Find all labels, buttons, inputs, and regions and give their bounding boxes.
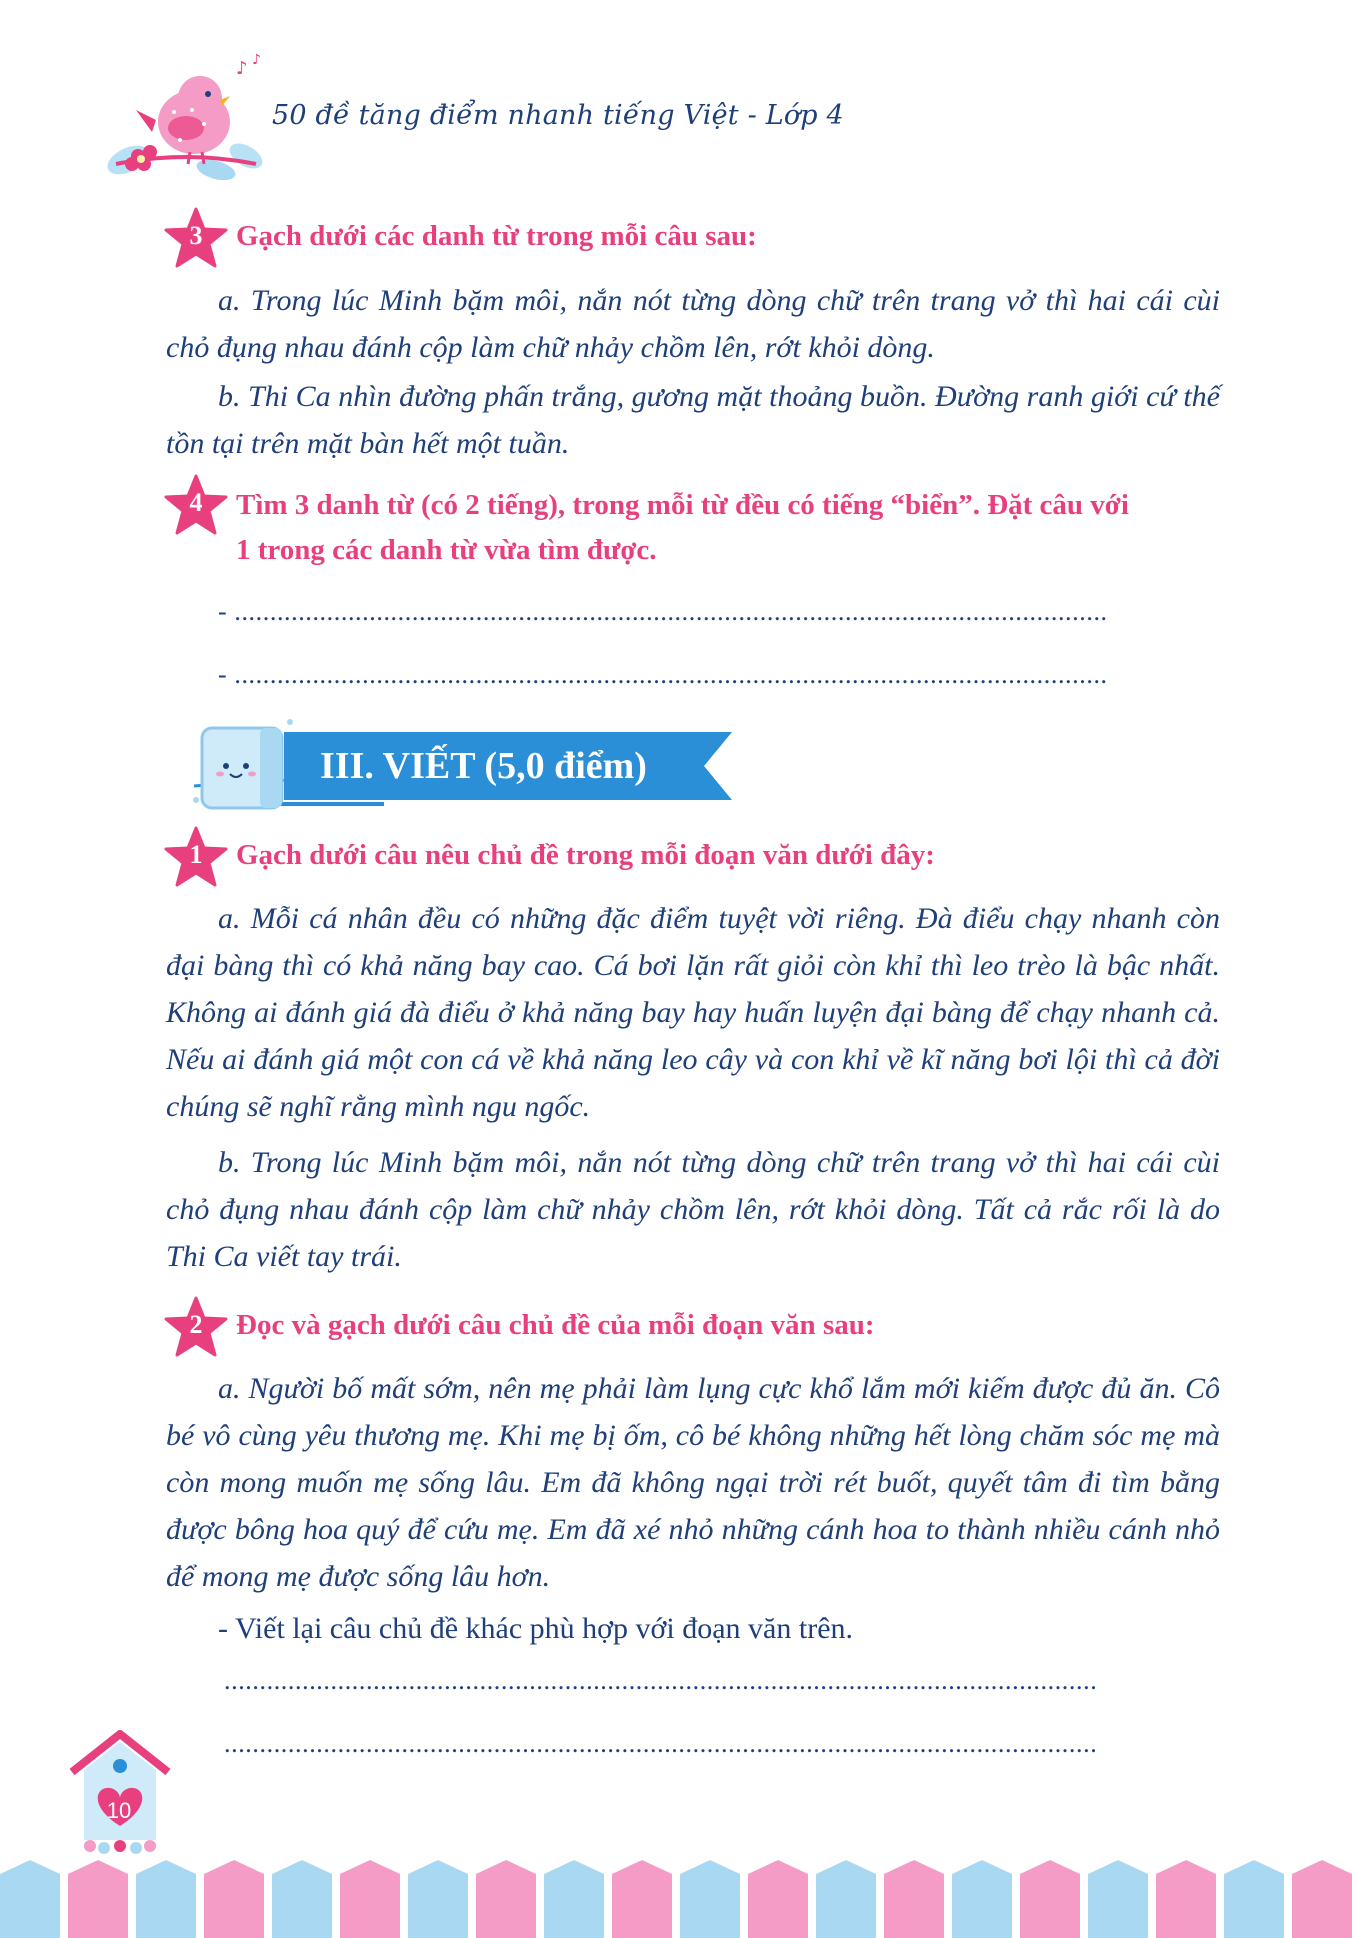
- writing-2-title: Đọc và gạch dưới câu chủ đề của mỗi đoạn văn sau:: [236, 1309, 875, 1341]
- question-number: 2: [189, 1310, 203, 1339]
- question-4-badge: [164, 474, 228, 536]
- ice-cube-icon: [190, 710, 300, 820]
- question-number: 4: [189, 488, 203, 517]
- w1-paragraph-a: a. Mỗi cá nhân đều có những đặc điểm tuyệt vời riêng. Đà điểu chạy nhanh còn đại bàng thì có khả năng bay cao. Cá bơi lặn rất giỏi còn khỉ thì leo trèo là bậc nhất. Không ai đánh giá đà điểu ở khả năng bay hay huấn luyện đại bàng để chạy nhanh cả. Nếu ai đánh giá một con cá về khả năng leo cây và con khỉ về kĩ năng bơi lội thì cả đời chúng sẽ nghĩ rằng mình ngu ngốc.: [166, 902, 1220, 1123]
- answer-line[interactable]: ...........................................................................................................................: [224, 1666, 1098, 1695]
- section-title: III. VIẾT (5,0 điểm): [320, 745, 647, 787]
- answer-line[interactable]: ...........................................................................................................................: [224, 1729, 1098, 1758]
- svg-text:♪: ♪: [236, 58, 248, 79]
- answer-line[interactable]: - ...........................................................................................................................: [218, 597, 1108, 626]
- q3-paragraph-a: a. Trong lúc Minh bặm môi, nắn nót từng dòng chữ trên trang vở thì hai cái cùi chỏ đụng nhau đánh cộp làm chữ nhảy chồm lên, rớt khỏi dòng.: [166, 284, 1220, 364]
- birdhouse-icon: [68, 1730, 172, 1860]
- question-number: 3: [189, 221, 203, 250]
- answer-line[interactable]: - ...........................................................................................................................: [218, 660, 1108, 689]
- writing-1-badge: [164, 826, 228, 888]
- question-number: 1: [189, 840, 203, 869]
- bird-logo-icon: [96, 52, 276, 192]
- question-3-title: Gạch dưới các danh từ trong mỗi câu sau:: [236, 220, 757, 252]
- question-4-title-line-2: 1 trong các danh từ vừa tìm được.: [236, 534, 657, 566]
- w1-paragraph-b: b. Trong lúc Minh bặm môi, nắn nót từng dòng chữ trên trang vở thì hai cái cùi chỏ đụng nhau đánh cộp làm chữ nhảy chồm lên, rớt khỏi dòng. Tất cả rắc rối là do Thi Ca viết tay trái.: [166, 1146, 1220, 1273]
- svg-text:♪: ♪: [252, 52, 261, 68]
- question-3-badge: [164, 207, 228, 269]
- page-number: 10: [106, 1798, 132, 1823]
- book-title: 50 đề tăng điểm nhanh tiếng Việt - Lớp 4: [272, 100, 844, 131]
- q3-paragraph-b: b. Thi Ca nhìn đường phấn trắng, gương mặt thoảng buồn. Đường ranh giới cứ thế tồn tại trên mặt bàn hết một tuần.: [166, 380, 1220, 460]
- section-banner: [184, 726, 734, 806]
- writing-2-badge: [164, 1296, 228, 1358]
- writing-1-title: Gạch dưới câu nêu chủ đề trong mỗi đoạn văn dưới đây:: [236, 839, 935, 871]
- fence-pickets: [0, 1860, 1352, 1938]
- fence-decoration: [0, 1854, 1363, 1938]
- question-4-title-line-1: Tìm 3 danh từ (có 2 tiếng), trong mỗi từ đều có tiếng “biển”. Đặt câu với: [236, 489, 1129, 521]
- w2-paragraph-a: a. Người bố mất sớm, nên mẹ phải làm lụng cực khổ lắm mới kiếm được đủ ăn. Cô bé vô cùng yêu thương mẹ. Khi mẹ bị ốm, cô bé không những hết lòng chăm sóc mẹ mà còn mong muốn mẹ sống lâu. Em đã không ngại trời rét buốt, quyết tâm đi tìm bằng được bông hoa quý để cứu mẹ. Em đã xé nhỏ những cánh hoa to thành nhiều cánh nhỏ để mong mẹ được sống lâu hơn.: [166, 1372, 1220, 1593]
- w2-instruction: - Viết lại câu chủ đề khác phù hợp với đoạn văn trên.: [218, 1612, 854, 1645]
